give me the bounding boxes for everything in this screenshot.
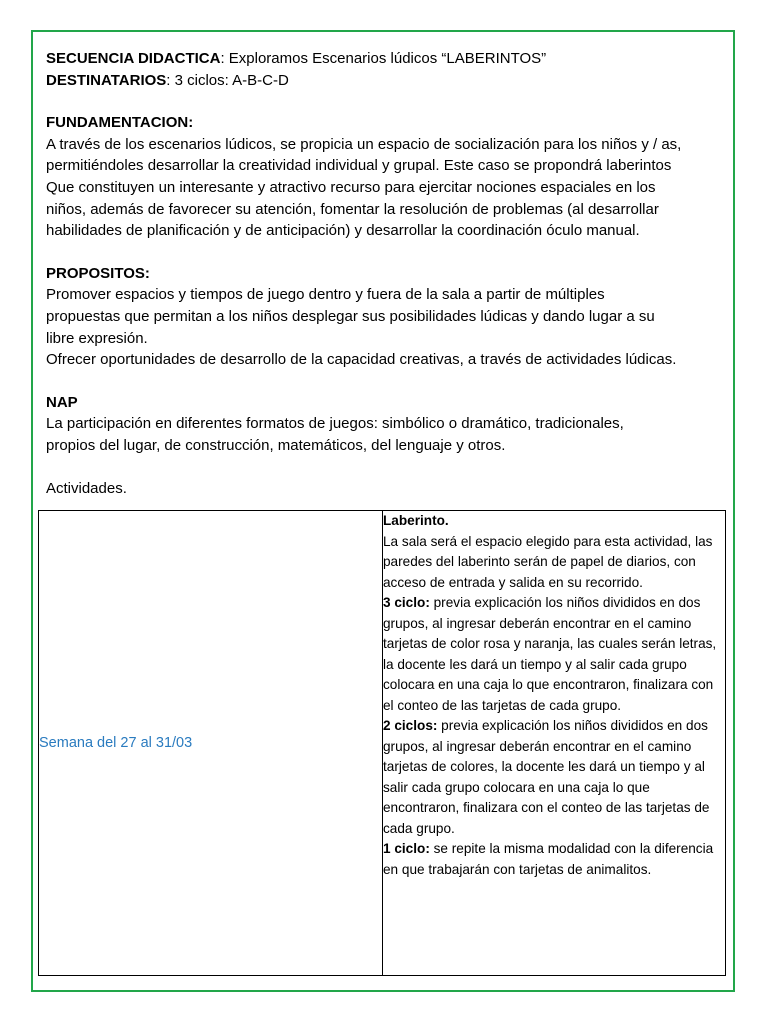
propositos-title: PROPOSITOS: <box>46 264 150 282</box>
propositos-line: propuestas que permitan a los niños desplegar sus posibilidades lúdicas y dando lugar a su <box>46 307 655 325</box>
secuencia-line <box>46 48 726 70</box>
secuencia-value: : Exploramos Escenarios lúdicos “LABERINTOS” <box>220 50 547 67</box>
destinatarios-value: : 3 ciclos: A-B-C-D <box>166 71 289 89</box>
nap-line: La participación en diferentes formatos de juegos: simbólico o dramático, tradicionales, <box>46 415 624 433</box>
nap-line: propios del lugar, de construcción, matemáticos, del lenguaje y otros. <box>46 436 506 454</box>
ciclo3-text: previa explicación los niños divididos en dos grupos, al ingresar deberán encontrar en el camino tarjetas de color rosa y naranja, las cuales serán letras, la docente les dará un tiempo y al salir cada grupo colocara en una caja lo que encontraron, finalizara con el conteo de las tarjetas de cada grupo. <box>383 595 717 713</box>
destinatarios-label: DESTINATARIOS <box>46 71 167 89</box>
nap-title: NAP <box>46 393 78 411</box>
propositos-line: Promover espacios y tiempos de juego dentro y fuera de la sala a partir de múltiples <box>46 286 605 304</box>
week-label: Semana del 27 al 31/03 <box>39 735 193 751</box>
ciclo1-paragraph <box>383 839 725 880</box>
week-cell <box>39 511 383 976</box>
fundamentacion-line: habilidades de planificación y de anticipación) y desarrollar la coordinación óculo manual. <box>46 222 640 240</box>
ciclo3-label: 3 ciclo: <box>383 595 430 610</box>
activity-cell <box>383 511 726 976</box>
fundamentacion-title: FUNDAMENTACION: <box>46 114 194 132</box>
fundamentacion-line: niños, además de favorecer su atención, fomentar la resolución de problemas (al desarrollar <box>46 200 659 218</box>
document-body <box>46 48 726 499</box>
ciclo2-label: 2 ciclos: <box>383 718 438 733</box>
fundamentacion-line: Que constituyen un interesante y atractivo recurso para ejercitar nociones espaciales en los <box>46 178 656 196</box>
propositos-line: libre expresión. <box>46 329 148 347</box>
ciclo1-text: se repite la misma modalidad con la diferencia en que trabajarán con tarjetas de animalitos. <box>383 841 714 877</box>
fundamentacion-line: permitiéndoles desarrollar la creatividad individual y grupal. Este caso se propondrá laberintos <box>46 157 672 175</box>
table-row <box>39 511 726 976</box>
destinatarios-line <box>46 70 726 92</box>
secuencia-label: SECUENCIA DIDACTICA <box>46 50 221 67</box>
ciclo3-paragraph <box>383 593 725 716</box>
actividades-title: Actividades. <box>46 479 127 497</box>
ciclo1-label: 1 ciclo: <box>383 841 430 856</box>
activity-intro: La sala será el espacio elegido para esta actividad, las paredes del laberinto serán de papel de diarios, con acceso de entrada y salida en su recorrido. <box>383 533 713 590</box>
propositos-line: Ofrecer oportunidades de desarrollo de la capacidad creativas, a través de actividades lúdicas. <box>46 351 677 369</box>
ciclo2-paragraph <box>383 716 725 839</box>
activities-table <box>38 510 726 976</box>
ciclo2-text: previa explicación los niños divididos en dos grupos, al ingresar deberán encontrar en el camino tarjetas de colores, la docente les dará un tiempo y al salir cada grupo colocara en una caja lo que encontraron, finalizara con el conteo de las tarjetas de cada grupo. <box>383 718 710 836</box>
fundamentacion-line: A través de los escenarios lúdicos, se propicia un espacio de socialización para los niños y / as, <box>46 135 682 153</box>
activity-title: Laberinto. <box>383 513 449 528</box>
